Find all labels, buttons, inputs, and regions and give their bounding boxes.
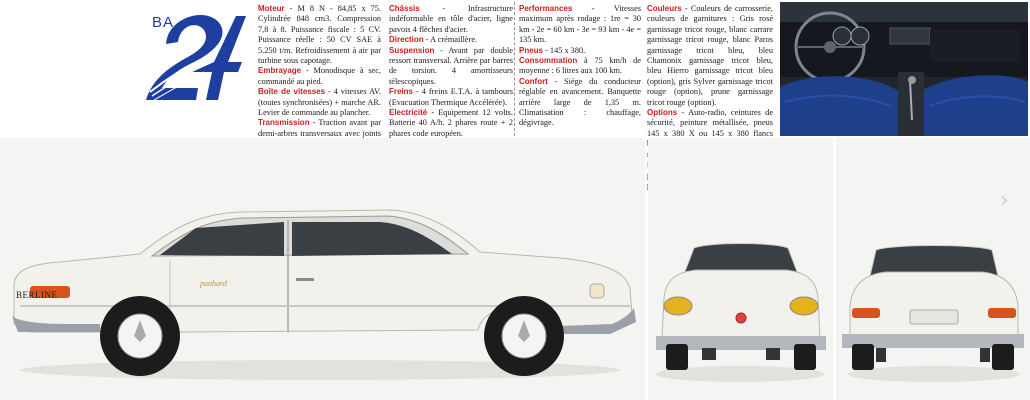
chassis-text: - Infrastructure indéformable en tôle d'acier, ligne pavois 4 flèches d'acier.: [389, 4, 513, 34]
rear-view-panel: [836, 138, 1030, 400]
options-label: Options: [647, 108, 678, 118]
performances-text: - Vitesses maximum après rodage : 1re = 30 km - 2e = 60 km - 3e = 93 km - 4e = 135 km.: [519, 4, 641, 45]
column-divider: [514, 2, 516, 146]
freins-label: Freins: [389, 87, 414, 97]
spec-column-2: [389, 4, 513, 160]
freins-text: - 4 freins E.T.A. à tambours (Evacuation Thermique Accélérée).: [389, 87, 513, 107]
suspension-label: Suspension: [389, 45, 435, 55]
chevron-right-icon[interactable]: ›: [1000, 188, 1009, 213]
moteur-text: - M 8 N - 84,85 x 75. Cylindrée 848 cm3. Compression 7,8 à 8. Puissance fiscale : 5 CV. Puissance réelle : 50 CV SAE à 5.250 t/m. Refroidissement à air par turbine sous capotage.: [258, 4, 381, 66]
front-view-panel: [648, 138, 833, 400]
embrayage-text: - Monodisque à sec, commandé au pied.: [258, 66, 381, 86]
confort-label: Confort: [519, 76, 548, 86]
moteur-label: Moteur: [258, 4, 285, 13]
side-emblem: panhard: [200, 279, 227, 288]
pneus-text: - 145 x 380.: [543, 45, 586, 55]
couleurs-label: Couleurs: [647, 4, 682, 13]
ba24-logo: [138, 6, 248, 106]
spec-column-1: [258, 4, 381, 150]
embrayage-label: Embrayage: [258, 66, 302, 76]
options-text: - Auto-radio, ceintures de sécurité, peinture métallisée, pneus 145 x 380 X ou 145 x 380 flancs: [647, 108, 773, 138]
consommation-label: Consommation: [519, 56, 578, 66]
berline-label: BERLINE: [16, 290, 58, 300]
transmission-label: Transmission: [258, 118, 310, 128]
chassis-label: Châssis: [389, 4, 420, 13]
consommation-text: à 75 km/h de moyenne : 6 litres aux 100 km.: [519, 56, 641, 76]
suspension-text: - Avant par double ressort transversal. Arrière par barres de torsion. 4 amortisseurs télescopiques.: [389, 45, 513, 86]
couleurs-text: - Couleurs de carrosserie, couleurs de garnitures : Gris rosé garnissage tricot rouge, blanc carrare garnissage tricot rouge, blanc Paros garnissage tricot bleu, bleu Chamonix garnissage tricot bleu, bleu Hierro garnissage tricot bleu (option), gris Sylver garnissage tricot rouge (option), prune garnissage tricot rouge (option).: [647, 4, 773, 107]
confort-text: - Siège du conducteur réglable en avancement. Banquette arrière large de 1,35 m. Climatisation : chauffage, dégivrage.: [519, 76, 641, 128]
side-view-panel: [0, 138, 645, 400]
spec-column-3: [519, 4, 641, 129]
electricite-text: - Equipement 12 volts. Batterie 40 A/h. 2 phares route + 2 phares code européen.: [389, 108, 513, 138]
direction-text: - A crémaillère.: [423, 35, 478, 45]
boite-label: Boîte de vitesses: [258, 87, 326, 97]
pneus-label: Pneus: [519, 45, 544, 55]
transmission-text: - Traction avant par demi-arbres transversaux avec joints: [258, 118, 381, 138]
interior-photo: [780, 2, 1028, 136]
boite-text: - 4 vitesses AV. (toutes synchronisées) + marche AR. Levier de commande au plancher.: [258, 87, 381, 118]
logo-badge: BA: [152, 14, 175, 31]
direction-label: Direction: [389, 35, 424, 45]
electricite-label: Electricité: [389, 108, 428, 118]
performances-label: Performances: [519, 4, 573, 13]
